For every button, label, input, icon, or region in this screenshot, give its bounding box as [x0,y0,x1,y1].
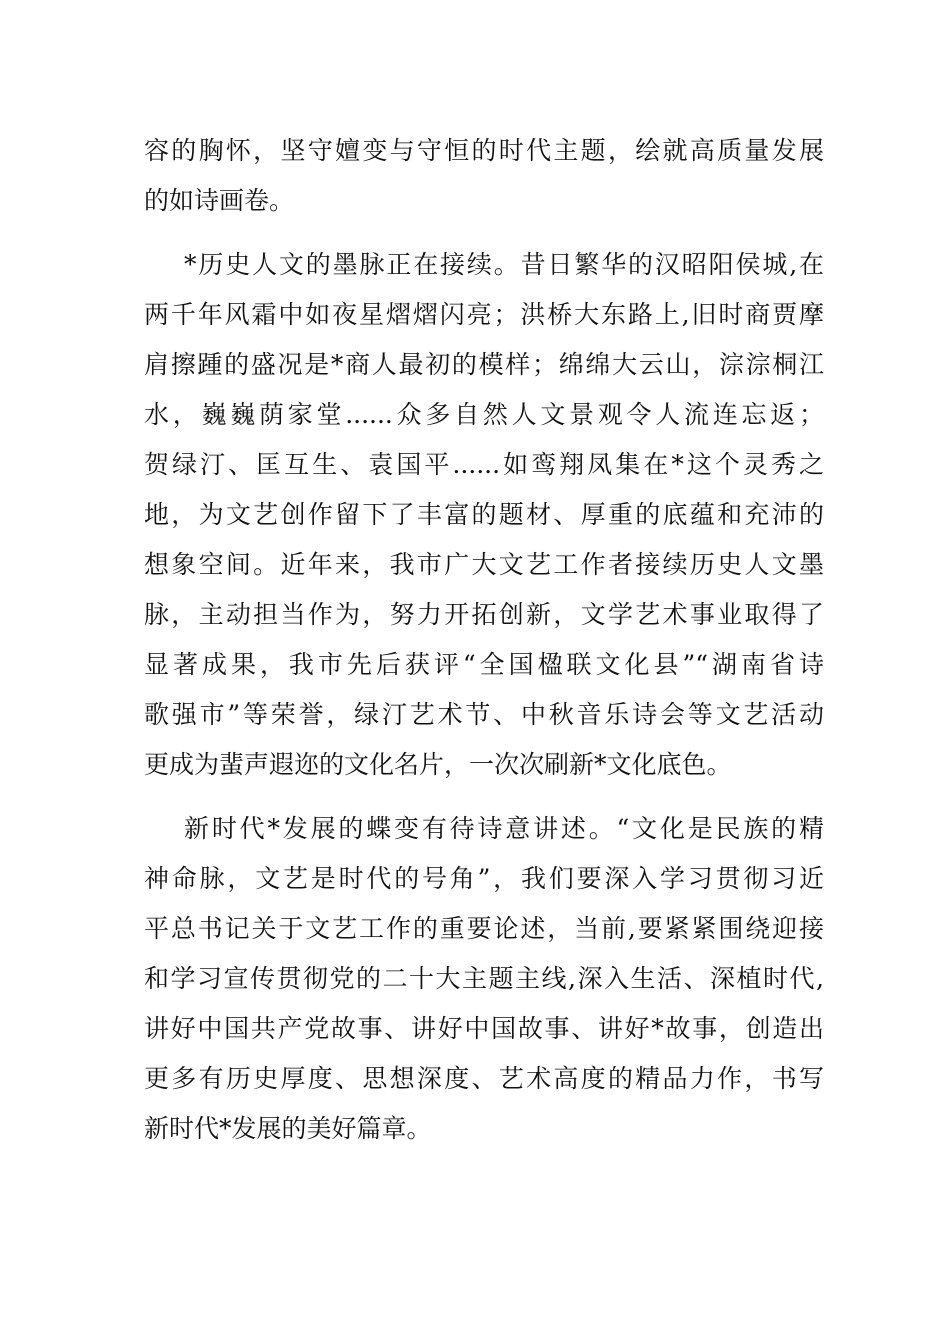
paragraph-2 [144,240,824,790]
text-line: 讲好中国共产党故事、讲好中国故事、讲好*故事，创造出 [144,1014,824,1043]
text-line: 更成为蜚声遐迩的文化名片，一次次刷新*文化底色。 [144,750,732,779]
text-line: 更多有历史厚度、思想深度、艺术高度的精品力作，书写 [144,1064,824,1093]
document-body [144,126,824,1154]
text-line: 两千年风霜中如夜星熠熠闪亮；洪桥大东路上,旧时商贾摩 [144,300,824,329]
text-line: 容的胸怀，坚守嬗变与守恒的时代主题，绘就高质量发展 [144,136,824,165]
text-line: 想象空间。近年来，我市广大文艺工作者接续历史人文墨 [144,550,824,579]
text-line: 平总书记关于文艺工作的重要论述，当前,要紧紧围绕迎接 [144,914,824,943]
text-line: 的如诗画卷。 [144,186,295,215]
paragraph-3 [144,804,824,1154]
text-line: 显著成果，我市先后获评“全国楹联文化县”“湖南省诗 [144,650,824,679]
text-line: 肩擦踵的盛况是*商人最初的模样；绵绵大云山，淙淙桐江 [144,350,824,379]
text-line: 水，巍巍荫家堂......众多自然人文景观令人流连忘返； [144,400,824,429]
text-line: 和学习宣传贯彻党的二十大主题主线,深入生活、深植时代, [144,964,824,993]
text-line: 歌强市”等荣誉，绿汀艺术节、中秋音乐诗会等文艺活动 [144,700,824,729]
text-line: 神命脉，文艺是时代的号角”，我们要深入学习贯彻习近 [144,864,824,893]
text-line: 贺绿汀、匡互生、袁国平......如鸾翔凤集在*这个灵秀之 [144,450,824,479]
paragraph-1 [144,126,824,226]
text-line: 地，为文艺创作留下了丰富的题材、厚重的底蕴和充沛的 [144,500,824,529]
text-line: 新时代*发展的蝶变有待诗意讲述。“文化是民族的精 [184,814,824,843]
text-line: 新时代*发展的美好篇章。 [144,1114,432,1143]
text-line: 脉，主动担当作为，努力开拓创新，文学艺术事业取得了 [144,600,824,629]
text-line: *历史人文的墨脉正在接续。昔日繁华的汉昭阳侯城,在 [184,250,824,279]
